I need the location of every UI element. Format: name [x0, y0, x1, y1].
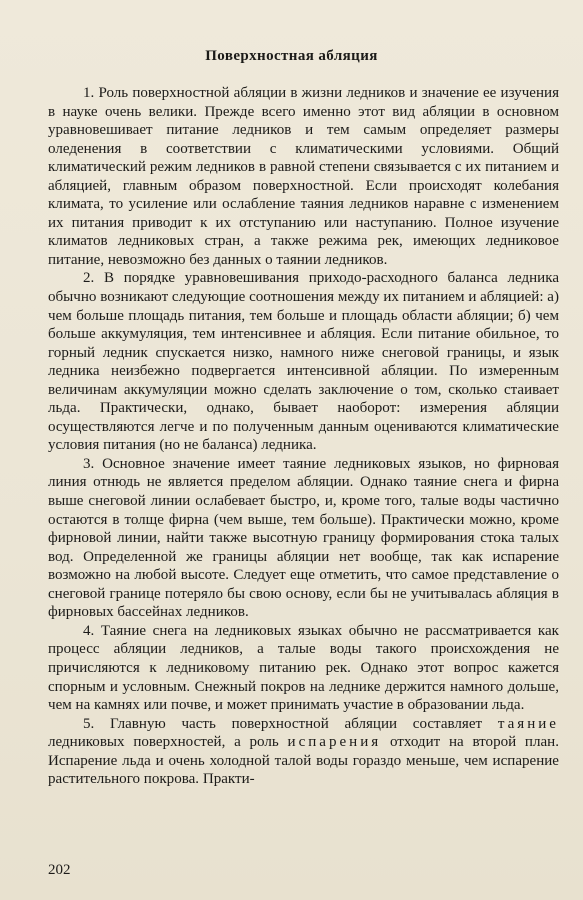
paragraph-1: 1. Роль поверхностной абляции в жизни ледников и значение ее изучения в науке очень велики. Прежде всего именно этот вид абляции в основном уравновешивает питание ледников и тем самым определяет размеры оледенения в соответствии с климатическими условиями. Общий климатический режим ледников в равной степени связывается с их питанием и абляцией, главным образом поверхностной. Если происходят колебания климата, то усиление или ослабление таяния ледников наравне с изменением их питания приводит к их отступанию или наступанию. Полное изучение климатов ледниковых стран, а также режима рек, имеющих ледниковое питание, невозможно без данных о таянии ледников.: [48, 85, 559, 268]
paragraph-2: 2. В порядке уравновешивания приходо-расходного баланса ледника обычно возникают следующие соотношения между их питанием и абляцией: а) чем больше площадь питания, тем больше и площадь области абляции; б) чем больше аккумуляция, тем интенсивнее и абляция. Если питание обильное, то горный ледник спускается низко, намного ниже снеговой границы, и язык ледника неизбежно подвергается интенсивной абляции. По измеренным величинам аккумуляции можно сделать заключение о том, сколько стаивает льда. Практически, однако, бывает наоборот: измерения абляции осуществляются легче и по полученным данным оцениваются климатические условия питания (но не баланса) ледника.: [48, 270, 559, 454]
page-number: 202: [48, 862, 71, 878]
section-title: Поверхностная абляция: [205, 48, 378, 64]
paragraph-5-start: 5. Главную часть поверхностной абляции составляет: [83, 715, 498, 732]
paragraph-3: 3. Основное значение имеет таяние ледниковых языков, но фирновая линия отнюдь не является пределом абляции. Однако таяние снега и фирна выше снеговой линии ослабевает быстро, и, кроме того, талые воды частично остаются в толще фирна (чем выше, тем больше). Практически можно, кроме фирновой линии, найти также высотную границу формирования стока талых вод. Определенной же границы абляции нет вообще, так как испарение возможно на любой высоте. Следует еще отметить, что самое представление о снеговой границе потеряло бы свою основу, если бы не учитывалась абляция в фирновых бассейнах ледников.: [48, 455, 559, 621]
emphasis-melting: таяние: [497, 715, 559, 732]
body-text: [48, 84, 559, 789]
emphasis-evaporation: испарения: [287, 734, 382, 751]
paragraph-5-middle: ледниковых поверхностей, а роль: [48, 734, 288, 751]
paragraph-5-end: отходит на второй план. Испарение льда и очень холодной талой воды гораздо меньше, чем испарение растительного покрова. Практи-: [48, 734, 559, 788]
paragraph-4: 4. Таяние снега на ледниковых языках обычно не рассматривается как процесс абляции ледников, а талые воды такого происхождения не причисляются к ледниковому питанию рек. Однако этот вопрос кажется спорным и условным. Снежный покров на леднике держится намного дольше, чем на камнях или почве, и может принимать участие в образовании льда.: [48, 622, 559, 714]
paragraph-5: [48, 715, 559, 789]
